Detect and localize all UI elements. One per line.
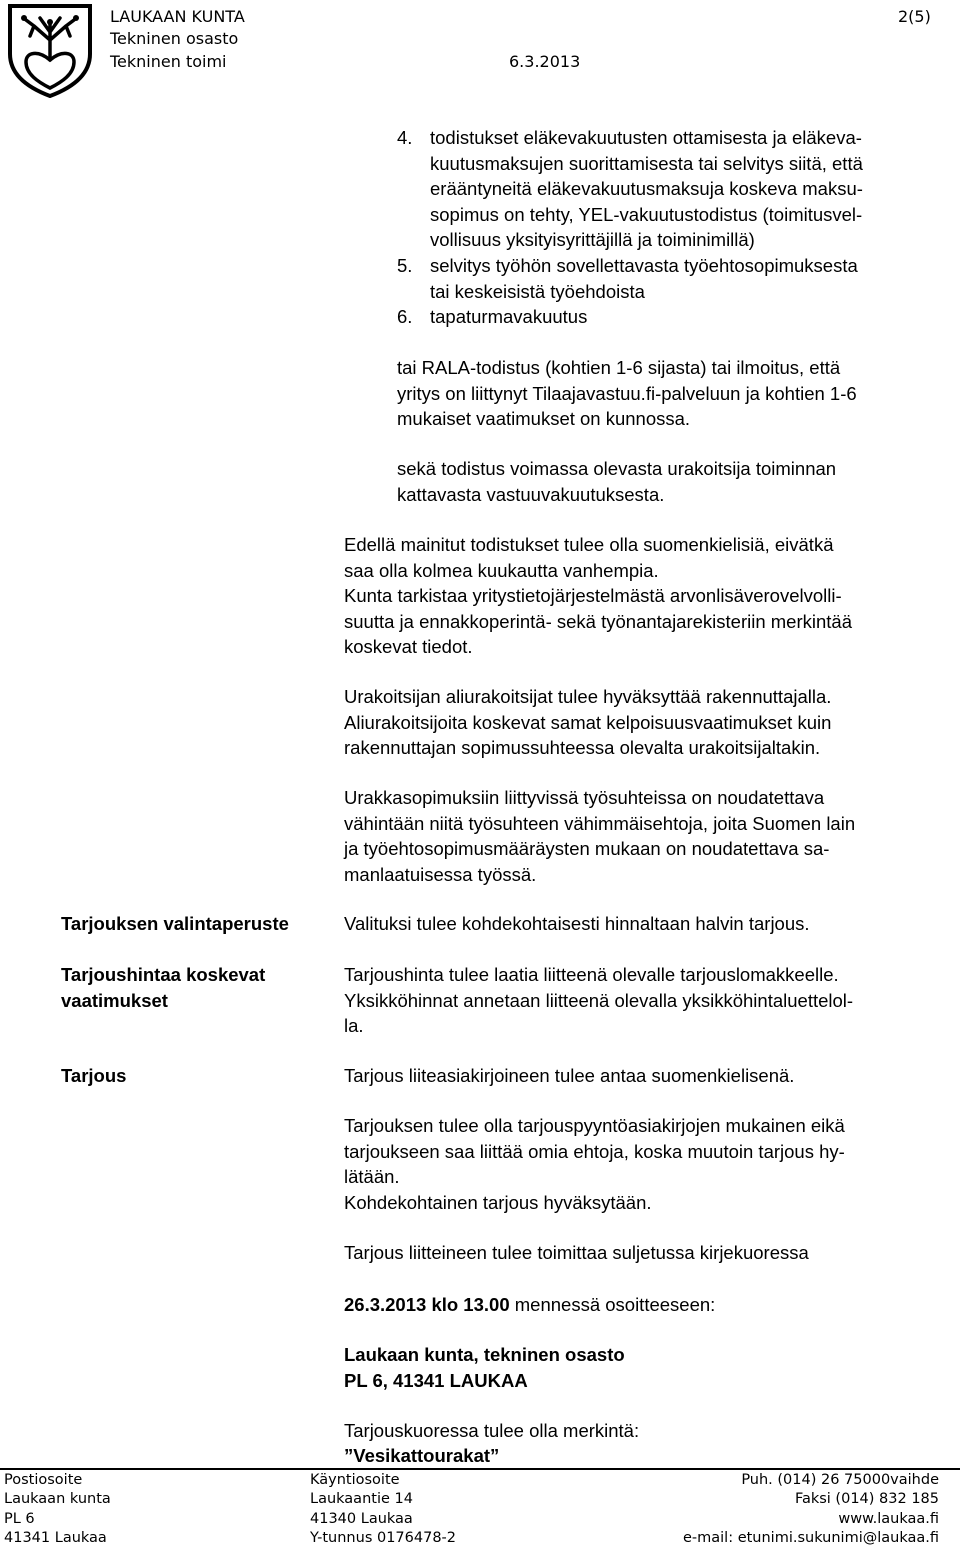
envelope-mark: ”Vesikattourakat” [344, 1445, 500, 1466]
footer-postal: Postiosoite Laukaan kunta PL 6 41341 Laukaa [4, 1472, 111, 1547]
certificates-paragraph: Edellä mainitut todistukset tulee olla suomenkielisiä, eivätkä saa olla kolmea kuukautta vanhempia. Kunta tarkistaa yritystietojärjestelmästä arvonlisäverovelvolli- suutta ja ennakkoperintä- sekä työnantajarekisteriin merkintää koskevat tiedot. [344, 534, 853, 658]
offer-label: Tarjous [61, 1065, 127, 1086]
list-item: selvitys työhön sovellettavasta työehtosopimuksesta tai keskeisistä työehdoista [430, 255, 858, 302]
document-date: 6.3.2013 [509, 52, 581, 71]
delivery-text: Tarjous liitteineen tulee toimittaa suljetussa kirjekuoressa [344, 1242, 809, 1263]
rala-paragraph: tai RALA-todistus (kohtien 1-6 sijasta) tai ilmoitus, että yritys on liittynyt Tilaajavastuu.fi-palveluun ja kohtien 1-6 mukaiset vaatimukset on kunnossa. [397, 357, 857, 430]
footer-divider [0, 1468, 960, 1470]
phone: Puh. (014) 26 75000vaihde [741, 1472, 939, 1488]
page-number: 2(5) [898, 7, 931, 26]
insurance-paragraph: sekä todistus voimassa olevasta urakoitsija toiminnan kattavasta vastuuvakuutuksesta. [397, 458, 837, 505]
deadline-line [344, 1292, 715, 1318]
deadline-suffix: mennessä osoitteeseen: [509, 1294, 716, 1315]
criteria-label: Tarjouksen valintaperuste [61, 913, 289, 934]
org-name: LAUKAAN KUNTA [110, 7, 245, 26]
department: Tekninen osasto [110, 29, 239, 48]
offer-conditions: Tarjouksen tulee olla tarjouspyyntöasiakirjojen mukainen eikä tarjoukseen saa liittää omia ehtoja, koska muutoin tarjous hy- lätään. Kohdekohtainen tarjous hyväksytään. [344, 1115, 845, 1213]
price-label: Tarjoushintaa koskevat vaatimukset [61, 964, 266, 1011]
employment-paragraph: Urakkasopimuksiin liittyvissä työsuhteissa on noudatettava vähintään niitä työsuhteen vähimmäisehtoja, joita Suomen lain ja työehtosopimusmääräysten mukaan on noudatettava sa- manlaatuisessa työssä. [344, 787, 856, 885]
office: Tekninen toimi [110, 52, 227, 71]
footer-visiting: Käyntiosoite Laukaantie 14 41340 Laukaa Y-tunnus 0176478-2 [310, 1472, 457, 1547]
criteria-text: Valituksi tulee kohdekohtaisesti hinnaltaan halvin tarjous. [344, 913, 810, 934]
price-text: Tarjoushinta tulee laatia liitteenä olevalle tarjouslomakkeelle. Yksikköhinnat annetaan liitteenä olevalla yksikköhintaluettelol- la. [344, 964, 854, 1037]
deadline: 26.3.2013 klo 13.00 [344, 1294, 510, 1315]
offer-language: Tarjous liiteasiakirjoineen tulee antaa suomenkielisenä. [344, 1065, 795, 1086]
list-item: tapaturmavakuutus [430, 306, 588, 327]
list-number: 5. [397, 255, 413, 276]
website-link[interactable]: www.laukaa.fi [838, 1510, 939, 1527]
email-link[interactable]: e-mail: etunimi.sukunimi@laukaa.fi [682, 1530, 939, 1547]
list-number: 4. [397, 127, 413, 148]
fax: Faksi (014) 832 185 [794, 1491, 939, 1508]
subcontractors-paragraph: Urakoitsijan aliurakoitsijat tulee hyväksyttää rakennuttajalla. Aliurakoitsijoita koskevat samat kelpoisuusvaatimukset kuin rakennuttajan sopimussuhteessa olevalta urakoitsijaltakin. [344, 686, 832, 759]
delivery-address: Laukaan kunta, tekninen osasto PL 6, 41341 LAUKAA [344, 1344, 625, 1391]
envelope-note: Tarjouskuoressa tulee olla merkintä: [344, 1420, 640, 1441]
footer-contact [683, 1471, 939, 1549]
list-item: todistukset eläkevakuutusten ottamisesta ja eläkeva- kuutusmaksujen suorittamisesta tai selvitys siitä, että erääntyneitä eläkevakuutusmaksuja koskeva maksu- sopimus on tehty, YEL-vakuutustodistus (toimitusvel- vollisuus yksityisyrittäjillä ja toiminimillä) [430, 127, 863, 251]
municipal-crest-icon [4, 2, 96, 98]
list-number: 6. [397, 306, 413, 327]
